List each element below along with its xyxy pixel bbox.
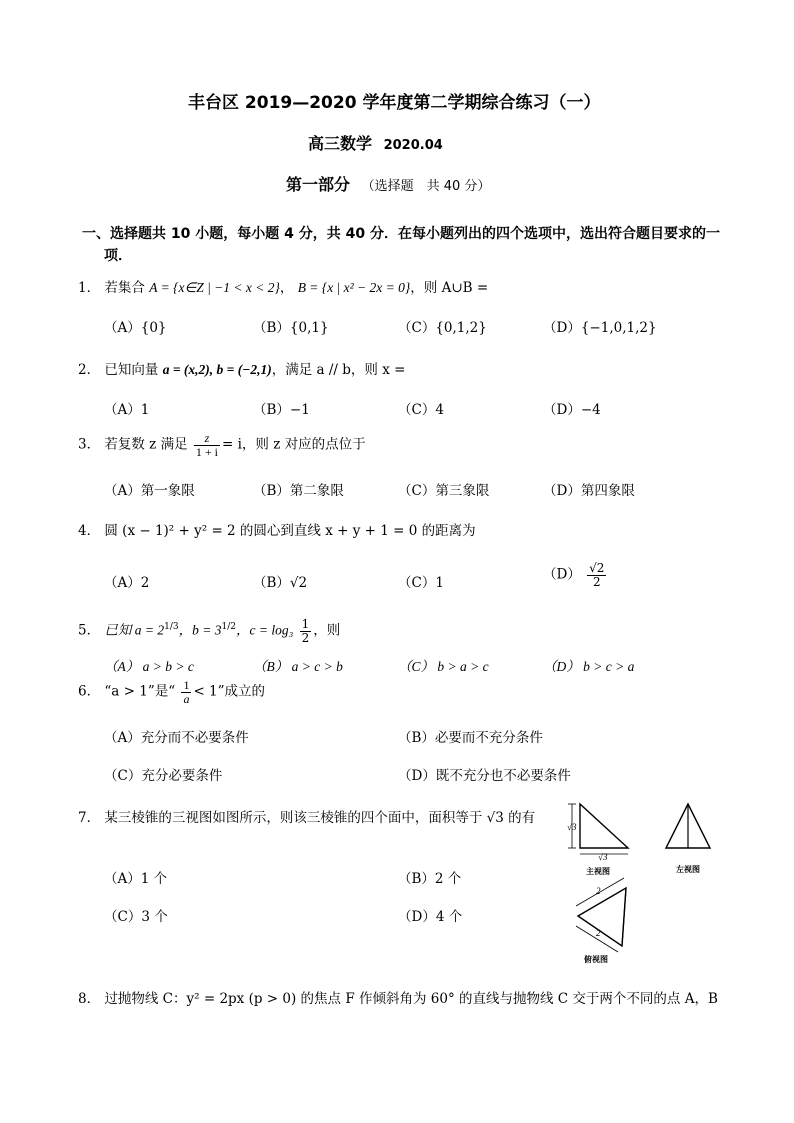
q5-fraction	[300, 618, 312, 644]
side-view	[666, 804, 710, 874]
q3-number: 3．	[78, 436, 101, 453]
question-4-stem	[78, 519, 476, 539]
q6-tail: < 1”成立的	[193, 683, 266, 700]
q7-option-d[interactable]: （D）4 个	[398, 909, 463, 925]
question-1-stem	[78, 276, 488, 296]
front-view-caption: 主视图	[586, 867, 610, 876]
q1-option-b[interactable]: （B）{0,1}	[253, 320, 329, 336]
q3-option-d[interactable]: （D）第四象限	[543, 483, 635, 499]
q5-frac-den: 2	[301, 630, 310, 645]
q1-text: 若集合	[104, 280, 145, 296]
q5-a: 已知 a = 2	[104, 622, 165, 638]
q3-option-a[interactable]: （A）第一象限	[104, 483, 195, 499]
q4-d-frac-den: 2	[592, 574, 601, 589]
q6-frac-num: 1	[183, 678, 190, 692]
q8-text: 过抛物线 C：y² = 2px (p > 0) 的焦点 F 作倾斜角为 60° 的直线与抛物线 C 交于两个不同的点 A，B	[104, 991, 718, 1007]
q2-expr: a = (x,2), b = (−2,1)	[162, 362, 272, 377]
q6-option-d[interactable]: （D）既不充分也不必要条件	[398, 768, 571, 784]
front-view-height-label: √3	[567, 822, 577, 832]
q5-number: 5．	[78, 622, 101, 639]
q4-option-d-label: （D）	[543, 566, 581, 583]
q3-option-b[interactable]: （B）第二象限	[253, 483, 344, 499]
q5-option-c[interactable]: （C） b > a > c	[398, 659, 489, 674]
section-instruction-line1: 一、选择题共 10 小题，每小题 4 分，共 40 分．在每小题列出的四个选项中，选出符合题目要求的一	[82, 226, 720, 242]
q5-c: ，c = log₃	[235, 622, 294, 638]
q3-frac-den: 1 + i	[195, 444, 218, 459]
q3-tail: = i，则 z 对应的点位于	[222, 436, 366, 453]
q2-option-b[interactable]: （B）−1	[253, 402, 310, 418]
q2-option-c[interactable]: （C）4	[398, 402, 444, 418]
q4-text: 圆 (x − 1)² + y² = 2 的圆心到直线 x + y + 1 = 0 的距离为	[104, 523, 476, 539]
top-view-caption: 俯视图	[584, 955, 608, 964]
q6-option-c[interactable]: （C）充分必要条件	[104, 768, 223, 784]
q1-set-a: A = {x∈Z | −1 < x < 2}	[149, 280, 280, 295]
q5-tail: ，则	[313, 622, 341, 639]
q5-exp-a: 1/3	[164, 622, 179, 633]
part-heading	[286, 172, 490, 195]
part-note: （选择题 共 40 分）	[361, 179, 491, 194]
q5-exp-b: 1/2	[221, 622, 236, 633]
exam-title: 丰台区 2019—2020 学年度第二学期综合练习（一）	[188, 93, 601, 113]
question-7-stem	[78, 806, 535, 826]
section-instruction-line2: 项．	[104, 248, 132, 264]
q7-text: 某三棱锥的三视图如图所示，则该三棱锥的四个面中，面积等于 √3 的有	[104, 810, 536, 826]
q6-number: 6．	[78, 683, 101, 700]
q4-option-c[interactable]: （C）1	[398, 575, 444, 591]
q5-option-d[interactable]: （D） b > c > a	[543, 659, 635, 674]
q6-text: “a > 1”是“	[104, 683, 176, 700]
front-view-width-label: √3	[598, 852, 608, 862]
exam-date: 2020.04	[383, 138, 443, 153]
q3-text: 若复数 z 满足	[104, 436, 188, 453]
q5-b: ，b = 3	[178, 622, 222, 638]
q5-frac-num: 1	[301, 617, 310, 631]
q6-option-b[interactable]: （B）必要而不充分条件	[398, 730, 543, 746]
q8-number: 8．	[78, 991, 101, 1007]
q3-option-c[interactable]: （C）第三象限	[398, 483, 490, 499]
q2-number: 2．	[78, 362, 101, 378]
top-view	[576, 878, 626, 964]
three-view-figure	[558, 796, 728, 966]
q5-option-b[interactable]: （B） a > c > b	[253, 659, 343, 674]
q4-option-d[interactable]	[543, 562, 608, 588]
q1-option-a[interactable]: （A）{0}	[104, 320, 167, 336]
question-5-stem	[78, 618, 340, 644]
front-view	[567, 804, 628, 876]
exam-subject	[308, 131, 443, 154]
q4-option-a[interactable]: （A）2	[104, 575, 150, 591]
q4-option-d-fraction	[587, 562, 606, 588]
part-title: 第一部分	[286, 175, 351, 194]
q7-option-c[interactable]: （C）3 个	[104, 909, 168, 925]
q4-d-frac-num: √2	[589, 561, 605, 575]
question-6-stem	[78, 679, 265, 705]
q2-tail: ，满足 a // b，则 x =	[271, 362, 406, 378]
q3-frac-num: z	[194, 432, 220, 446]
subject-name: 高三数学	[308, 134, 373, 153]
q4-number: 4．	[78, 523, 101, 539]
q2-text: 已知向量	[104, 362, 159, 378]
q6-fraction	[181, 679, 191, 705]
q1-tail: ，则 A∪B =	[410, 280, 489, 296]
q1-option-d[interactable]: （D）{−1,0,1,2}	[543, 320, 657, 336]
q6-frac-den: a	[183, 691, 190, 706]
q2-option-a[interactable]: （A）1	[104, 402, 150, 418]
side-view-caption: 左视图	[676, 865, 700, 874]
question-2-stem	[78, 358, 405, 378]
q1-set-b: B = {x | x² − 2x = 0}	[297, 280, 411, 295]
q1-sep: ，	[279, 280, 294, 296]
q5-option-a[interactable]: （A） a > b > c	[104, 659, 194, 674]
q1-option-c[interactable]: （C）{0,1,2}	[398, 320, 487, 336]
q2-option-d[interactable]: （D）−4	[543, 402, 601, 418]
q4-option-b[interactable]: （B）√2	[253, 575, 308, 591]
top-view-dim-2-upper: 2	[596, 886, 601, 896]
q1-number: 1．	[78, 280, 101, 296]
q7-option-a[interactable]: （A）1 个	[104, 871, 168, 887]
top-view-dim-2-lower: 2	[596, 928, 601, 938]
q7-number: 7．	[78, 810, 101, 826]
question-3-stem	[78, 432, 366, 458]
question-8-stem	[78, 987, 718, 1007]
q6-option-a[interactable]: （A）充分而不必要条件	[104, 730, 249, 746]
q3-fraction	[194, 432, 220, 458]
q7-option-b[interactable]: （B）2 个	[398, 871, 462, 887]
